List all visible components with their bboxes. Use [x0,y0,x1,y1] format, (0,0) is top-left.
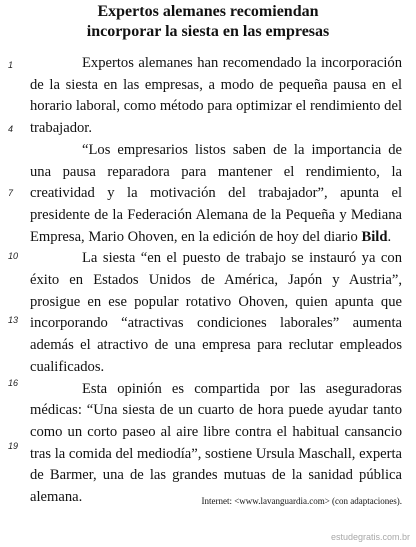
article-body [30,53,402,509]
paragraph-3: La siesta “en el puesto de trabajo se instauró ya con éxito en Estados Unidos de América, Japón y Austria”, prosigue en ese popular rotativo Ohoven, quien apunta que incorporando “atractivas condiciones laborales” aumenta además el atractivo de una empresa para reclutar empleados cualificados. [30,250,402,375]
paragraph-2-text: “Los empresarios listos saben de la importancia de una pausa reparadora para mantener el rendimiento, la creatividad y la motivación del trabajador”, apunta el presidente de la Federación Alemana de la Pequeña y Mediana Empresa, Mario Ohoven, en la edición de hoy del diario [30,141,402,245]
title-line-1: Expertos alemanes recomiendan [97,3,319,20]
line-number: 4 [8,124,14,134]
line-number: 16 [8,378,19,388]
line-number: 19 [8,441,19,451]
paragraph-4: Esta opinión es compartida por las aseguradoras médicas: “Una siesta de un cuarto de hora puede ayudar tanto como un corto paseo al aire libre contra el habitual cansancio tras la comida del mediodía”, sostiene Ursula Maschall, experta de Barmer, una de las grandes mutuas de la sanidad pública alemana. [30,380,403,506]
watermark: estudegratis.com.br [330,532,410,542]
paragraph-2-end: . [387,228,392,245]
title-line-2: incorporar la siesta en las empresas [86,23,330,40]
paragraph-2 [30,140,402,249]
line-number: 10 [8,251,19,261]
line-number: 13 [8,315,19,325]
paragraph-1: Expertos alemanes han recomendado la incorporación de la siesta en las empresas, a modo de pequeña pausa en el horario laboral, como método para optimizar el rendimiento del trabajador. [30,55,402,137]
source-citation: Internet: <www.lavanguardia.com> (con adaptaciones). [201,496,402,506]
line-number: 1 [8,60,14,70]
newspaper-name: Bild [361,228,388,245]
article-title [0,2,416,42]
line-number: 7 [8,188,14,198]
